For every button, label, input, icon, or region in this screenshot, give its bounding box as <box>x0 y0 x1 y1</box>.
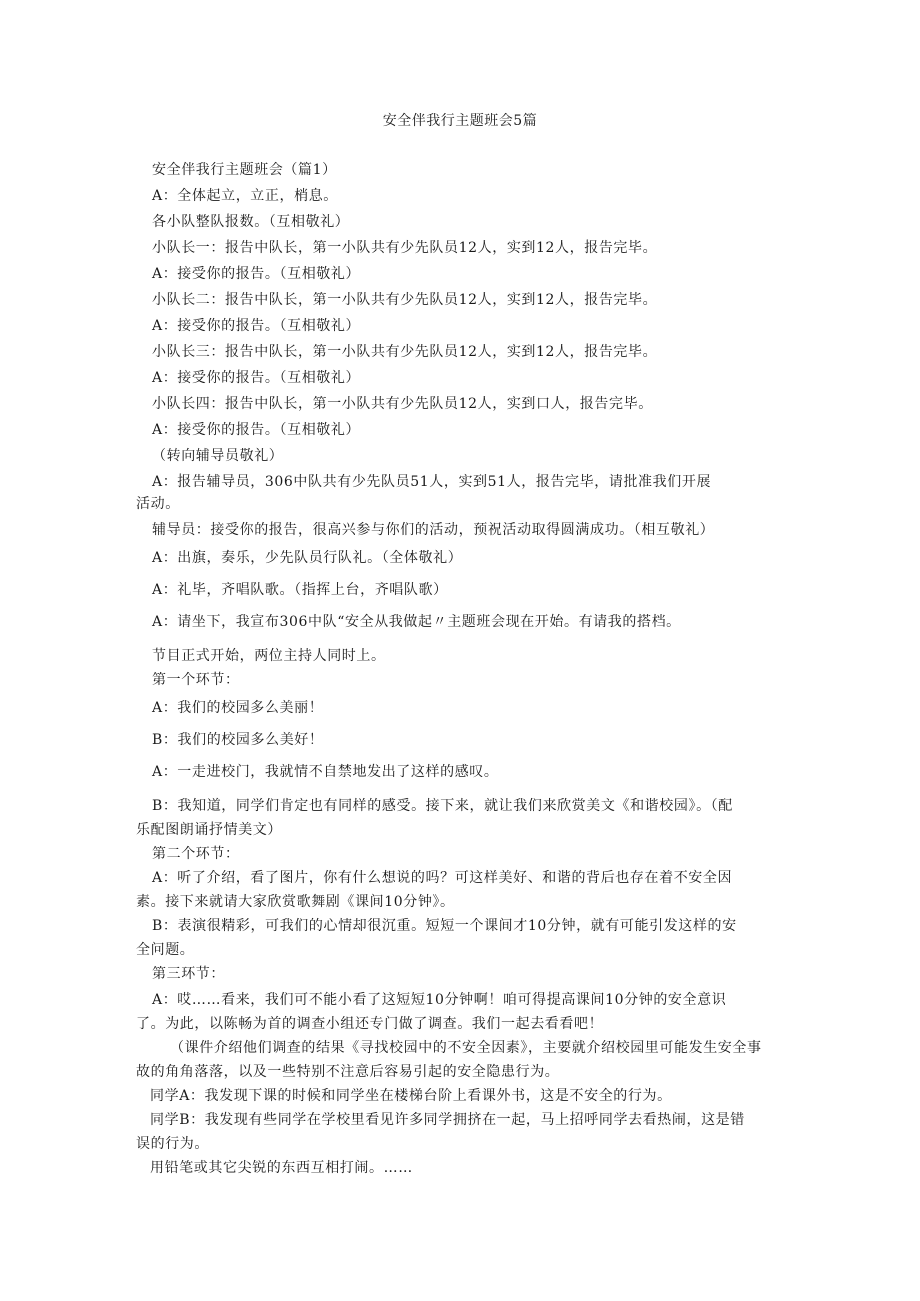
text-line: 素。接下来就请大家欣赏歌舞剧《课间10分钟》。 <box>136 894 455 910</box>
text-line: A：接受你的报告。（互相敬礼） <box>152 266 361 282</box>
document-title: 安全伴我行主题班会5篇 <box>382 113 538 129</box>
text-line: （转向辅导员敬礼） <box>152 448 284 464</box>
text-line: 同学B：我发现有些同学在学校里看见许多同学拥挤在一起，马上招呼同学去看热闹，这是错 <box>150 1112 745 1128</box>
text-line: 活动。 <box>136 496 180 512</box>
text-line: B：表演很精彩，可我们的心情却很沉重。短短一个课间才10分钟，就有可能引发这样的安 <box>152 918 737 934</box>
text-line: 第三环节： <box>152 966 225 982</box>
text-line: A：接受你的报告。（互相敬礼） <box>152 422 361 438</box>
text-line: A：我们的校园多么美丽！ <box>152 700 324 716</box>
text-line: 全问题。 <box>136 942 195 958</box>
text-line: 节目正式开始，两位主持人同时上。 <box>152 648 386 664</box>
text-line: 辅导员：接受你的报告，很高兴参与你们的活动，预祝活动取得圆满成功。（相互敬礼） <box>152 522 715 538</box>
text-line: 故的角角落落，以及一些特别不注意后容易引起的安全隐患行为。 <box>136 1064 560 1080</box>
text-line: 安全伴我行主题班会（篇1） <box>152 162 337 178</box>
text-line: 第二个环节： <box>152 846 240 862</box>
text-line: B：我知道，同学们肯定也有同样的感受。接下来，就让我们来欣赏美文《和谐校园》。（配 <box>152 798 733 814</box>
text-line: A：出旗，奏乐，少先队员行队礼。（全体敬礼） <box>152 550 463 566</box>
text-line: 乐配图朗诵抒情美文） <box>136 822 282 838</box>
text-line: 小队长二：报告中队长，第一小队共有少先队员12人，实到12人，报告完毕。 <box>152 292 658 308</box>
text-line: 用铅笔或其它尖锐的东西互相打闹。…… <box>150 1160 413 1176</box>
text-line: A：一走进校门，我就情不自禁地发出了这样的感叹。 <box>152 764 499 780</box>
text-line: B：我们的校园多么美好！ <box>152 732 324 748</box>
text-line: 同学A：我发现下课的时候和同学坐在楼梯台阶上看课外书，这是不安全的行为。 <box>150 1088 672 1104</box>
text-line: A：哎……看来，我们可不能小看了这短短10分钟啊！咱可得提高课间10分钟的安全意识 <box>152 992 727 1008</box>
text-line: （课件介绍他们调查的结果《寻找校园中的不安全因素》，主要就介绍校园里可能发生安全事 <box>170 1040 762 1056</box>
text-line: A：礼毕，齐唱队歌。（指挥上台，齐唱队歌） <box>152 582 448 598</box>
text-line: A：听了介绍，看了图片，你有什么想说的吗？可这样美好、和谐的背后也存在着不安全因 <box>152 870 733 886</box>
text-line: 小队长一：报告中队长，第一小队共有少先队员12人，实到12人，报告完毕。 <box>152 240 658 256</box>
text-line: 各小队整队报数。（互相敬礼） <box>152 214 350 230</box>
text-line: A：接受你的报告。（互相敬礼） <box>152 370 361 386</box>
text-line: 误的行为。 <box>136 1136 209 1152</box>
text-line: A：全体起立，立正，梢息。 <box>152 188 338 204</box>
text-line: 了。为此，以陈畅为首的调查小组还专门做了调查。我们一起去看看吧！ <box>136 1016 604 1032</box>
text-line: A：报告辅导员，306中队共有少先队员51人，实到51人，报告完毕，请批准我们开展 <box>152 474 712 490</box>
text-line: 第一个环节： <box>152 672 240 688</box>
text-line: A：接受你的报告。（互相敬礼） <box>152 318 361 334</box>
text-line: 小队长四：报告中队长，第一小队共有少先队员12人，实到口人，报告完毕。 <box>152 396 653 412</box>
text-line: A：请坐下，我宣布306中队“安全从我做起〃主题班会现在开始。有请我的搭档。 <box>152 614 681 630</box>
text-line: 小队长三：报告中队长，第一小队共有少先队员12人，实到12人，报告完毕。 <box>152 344 658 360</box>
